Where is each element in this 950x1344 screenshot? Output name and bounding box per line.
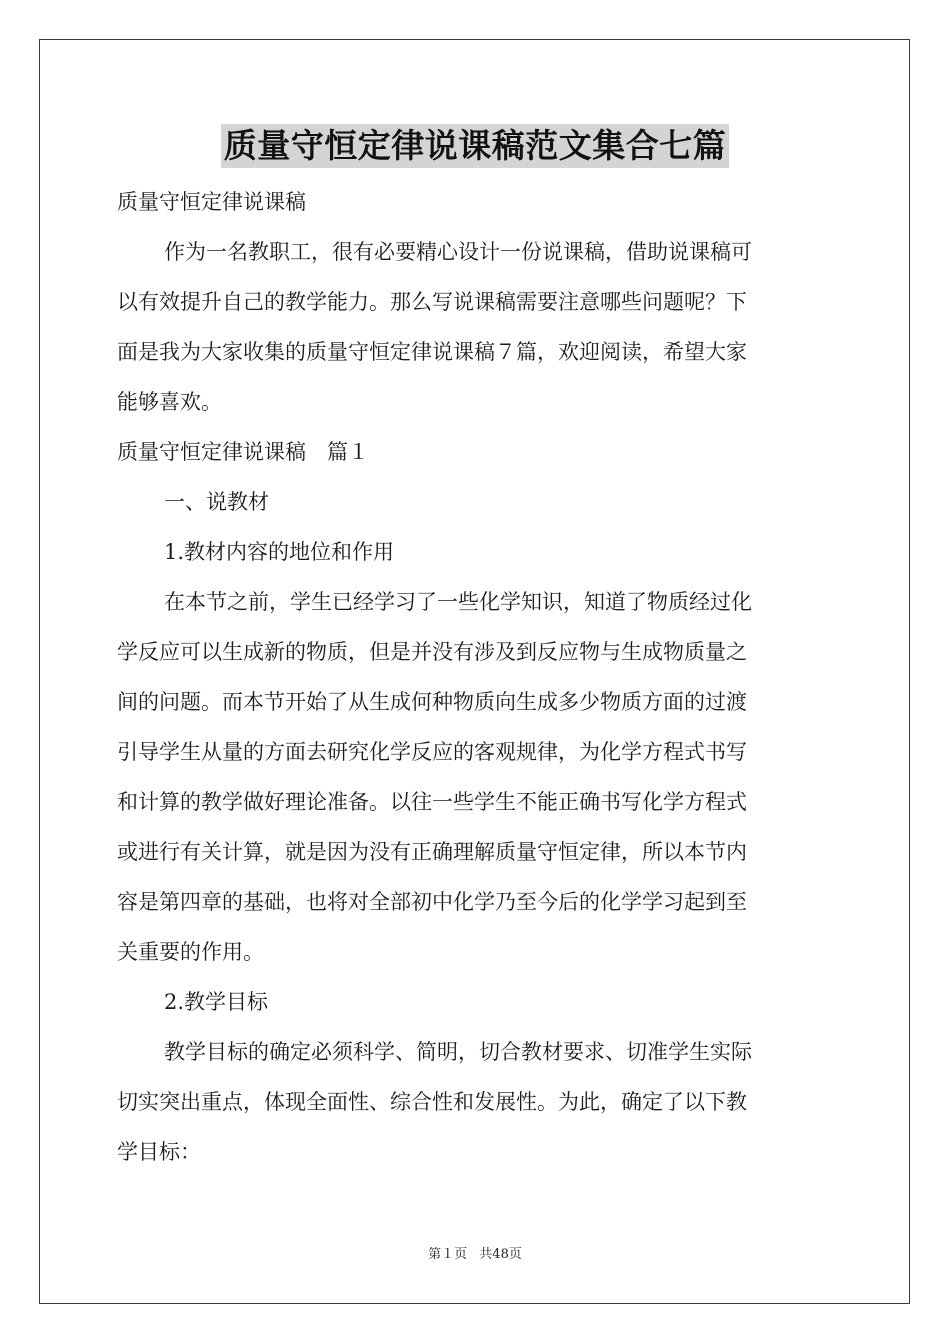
page-total: 共48页: [479, 1247, 522, 1262]
paragraph-line: 能够喜欢。: [117, 390, 222, 414]
paragraph-line: 和计算的教学做好理论准备。以往一些学生不能正确书写化学方程式: [117, 790, 747, 814]
page-footer: [0, 1245, 950, 1265]
paragraph-line: 引导学生从量的方面去研究化学反应的客观规律，为化学方程式书写: [117, 740, 747, 764]
paragraph-line: 作为一名教职工，很有必要精心设计一份说课稿，借助说课稿可: [164, 240, 752, 264]
document-title: 质量守恒定律说课稿范文集合七篇: [221, 124, 730, 168]
paragraph-line: 面是我为大家收集的质量守恒定律说课稿７篇，欢迎阅读，希望大家: [117, 340, 747, 364]
paragraph-line: 学反应可以生成新的物质，但是并没有涉及到反应物与生成物质量之: [117, 640, 747, 664]
subheading: 一、说教材: [164, 490, 269, 514]
title-container: [0, 124, 950, 168]
paragraph-line: 在本节之前，学生已经学习了一些化学知识，知道了物质经过化: [164, 590, 752, 614]
section-heading: 质量守恒定律说课稿 篇１: [117, 440, 369, 464]
paragraph-line: 间的问题。而本节开始了从生成何种物质向生成多少物质方面的过渡: [117, 690, 747, 714]
paragraph-line: 学目标：: [117, 1140, 201, 1164]
paragraph-line: 或进行有关计算，就是因为没有正确理解质量守恒定律，所以本节内: [117, 840, 747, 864]
paragraph-line: 切实突出重点，体现全面性、综合性和发展性。为此，确定了以下教: [117, 1090, 747, 1114]
subheading: 1.教材内容的地位和作用: [164, 540, 395, 564]
paragraph-line: 容是第四章的基础，也将对全部初中化学乃至今后的化学学习起到至: [117, 890, 747, 914]
paragraph-line: 关重要的作用。: [117, 940, 264, 964]
paragraph-line: 教学目标的确定必须科学、简明，切合教材要求、切准学生实际: [164, 1040, 752, 1064]
paragraph-line: 以有效提升自己的教学能力。那么写说课稿需要注意哪些问题呢？下: [117, 290, 747, 314]
page-number: 第１页: [428, 1247, 468, 1262]
document-body: [117, 177, 833, 1177]
section-heading: 质量守恒定律说课稿: [117, 190, 306, 214]
subheading: 2.教学目标: [164, 990, 269, 1014]
